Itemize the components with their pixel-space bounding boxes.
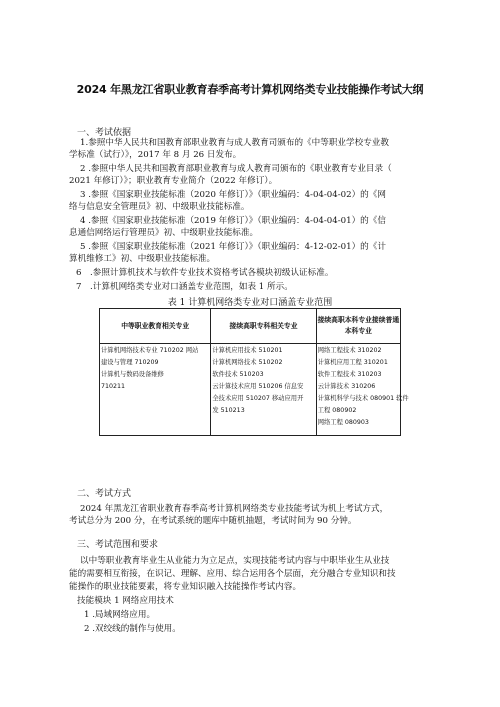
specialty-table xyxy=(99,308,409,436)
section-heading-scope: 三、考试范围和要求 xyxy=(77,540,159,550)
list-item: 2 .双绞线的制作与使用。 xyxy=(84,624,181,634)
list-item: 1 .局域网络应用。 xyxy=(84,610,156,620)
paragraph-line: 4 .参照《国家职业技能标准（2019 年修订）》（职业编码：4-04-04-01）的《信 xyxy=(80,216,386,226)
paragraph-line: 3 .参照《国家职业技能标准（2020 年修订）》（职业编码：4-04-04-02）的《网 xyxy=(80,190,386,200)
cell-line: 计算机应用技术 510201 xyxy=(212,347,283,354)
paragraph-line: 7 .计算机网络类专业对口涵盖专业范围，如表 1 所示。 xyxy=(76,282,293,292)
table-caption: 表 1 计算机网络类专业对口涵盖专业范围 xyxy=(167,298,333,308)
paragraph-line: 以中等职业教育毕业生从业能力为立足点，实现技能考试内容与中职毕业生从业技 xyxy=(80,556,390,566)
cell-line: 计算机网络技术 510202 xyxy=(212,359,283,366)
table-cell-vocational xyxy=(211,344,316,436)
paragraph-line: 考试总分为 200 分，在考试系统的题库中随机抽题，考试时间为 90 分钟。 xyxy=(69,516,357,526)
cell-line: 云计算技术应用 510206 信息安 xyxy=(212,383,304,390)
cell-line: 计算机应用工程 310201 xyxy=(317,359,388,366)
paragraph-line: 能操作的职业技能要素，将专业知识融入技能操作考试内容。 xyxy=(69,582,302,592)
paragraph-line: 2021 年修订）》；职业教育专业简介（2022 年修订）。 xyxy=(69,176,278,186)
table-row xyxy=(100,344,401,436)
paragraph-line: 2 .参照中华人民共和国教育部职业教育与成人教育司颁布的《职业教育专业目录（ xyxy=(80,164,392,174)
paragraph-line: 5 .参照《国家职业技能标准（2021 年修订）》（职业编码：4-12-02-01）的《计 xyxy=(80,242,386,252)
cell-line: 全技术应用 510207 移动应用开 xyxy=(212,395,304,402)
cell-line: 软件技术 510203 xyxy=(212,371,264,378)
cell-line: 计算机科学与技术 080901 软件 xyxy=(317,395,409,402)
cell-line: 工程 080902 xyxy=(317,407,357,414)
section-heading-basis: 一、考试依据 xyxy=(77,128,132,138)
table-header-row xyxy=(100,309,401,344)
paragraph-line: 2024 年黑龙江省职业教育春季高考计算机网络类专业技能考试为机上考试方式， xyxy=(80,504,389,514)
paragraph-line: 能的需要相互衔接，在识记、理解、应用、综合运用各个层面，充分融合专业知识和技 xyxy=(69,569,396,579)
cell-line: 710211 xyxy=(101,383,126,390)
cell-line: 建设与管理 710209 xyxy=(101,359,159,366)
document-title: 2024 年黑龙江省职业教育春季高考计算机网络类专业技能操作考试大纲 xyxy=(76,83,424,96)
table-header-cell: 接续高职本科专业接续普通本科专业 xyxy=(316,309,400,344)
cell-line: 计算机与数码设备维修 xyxy=(101,371,164,378)
cell-line: 网络工程技术 310202 xyxy=(317,347,382,354)
paragraph-line: 络与信息安全管理员》初、中级职业技能标准。 xyxy=(69,202,250,212)
table-cell-undergraduate xyxy=(316,344,409,436)
cell-line: 网络工程 080903 xyxy=(317,419,369,426)
table-header-cell: 中等职业教育相关专业 xyxy=(100,309,211,344)
section-heading-method: 二、考试方式 xyxy=(77,489,132,499)
cell-line: 发 510213 xyxy=(212,407,245,414)
paragraph-line: 算机维修工》初、中级职业技能标准。 xyxy=(69,254,216,264)
table-cell-secondary xyxy=(100,344,211,436)
cell-line: 软件工程技术 310203 xyxy=(317,371,382,378)
paragraph-line: 学标准（试行）》，2017 年 8 月 26 日发布。 xyxy=(69,150,242,160)
module-heading: 技能模块 1 网络应用技术 xyxy=(77,596,174,606)
paragraph-line: 1.参照中华人民共和国教育部职业教育与成人教育司颁布的《中等职业学校专业教 xyxy=(80,138,389,148)
paragraph-line: 息通信网络运行管理员》初、中级职业技能标准。 xyxy=(69,228,259,238)
cell-line: 云计算技术 310206 xyxy=(317,383,376,390)
table-header-cell: 接续高职专科相关专业 xyxy=(211,309,316,344)
cell-line: 计算机网络技术专业 710202 网站 xyxy=(101,347,199,354)
paragraph-line: 6 .参照计算机技术与软件专业技术资格考试各模块初级认证标准。 xyxy=(76,268,334,278)
